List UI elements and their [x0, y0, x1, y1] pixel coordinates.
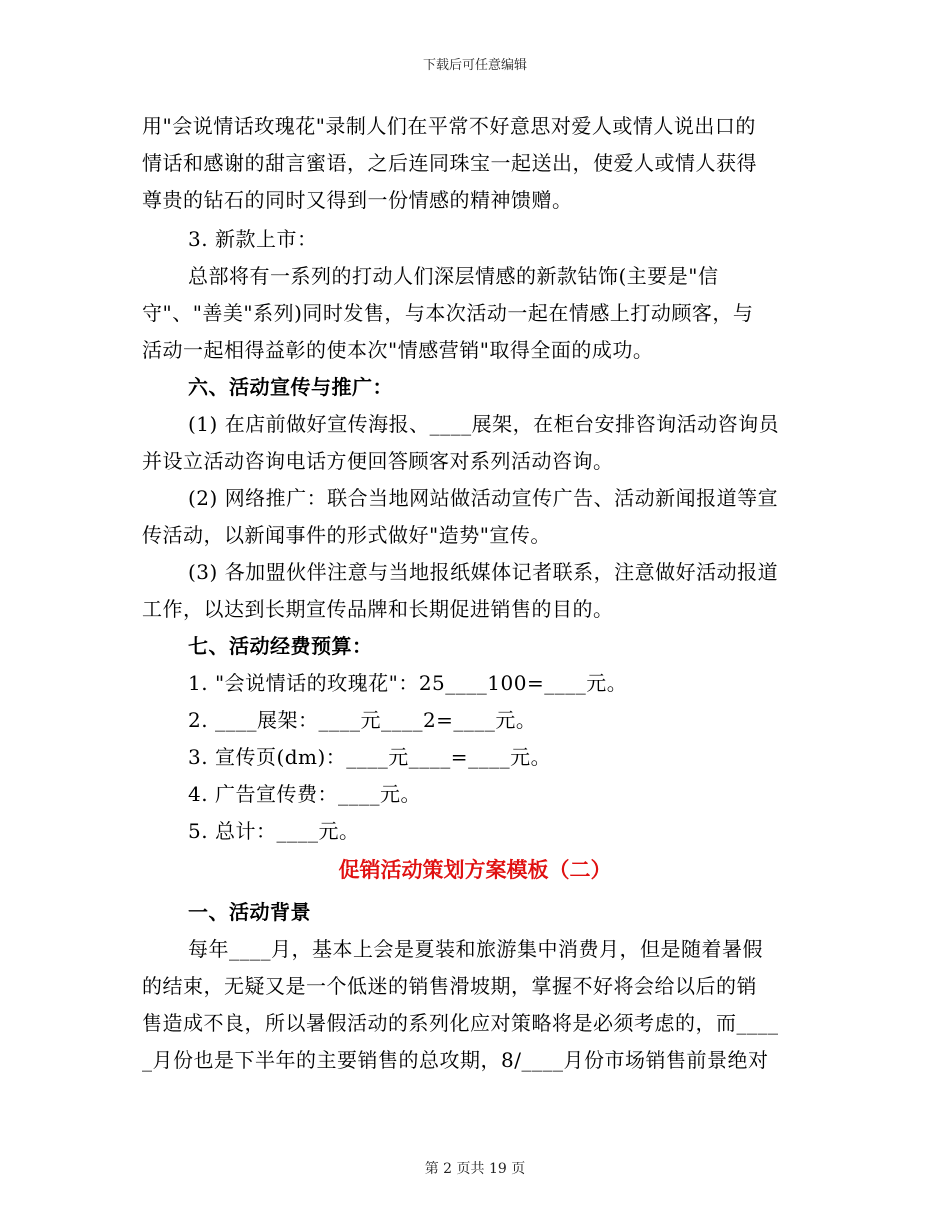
paragraph-line: 传活动，以新闻事件的形式做好"造势"宣传。 — [142, 523, 551, 547]
paragraph-line: 活动一起相得益彰的使本次"情感营销"取得全面的成功。 — [142, 338, 654, 362]
paragraph-line: (3) 各加盟伙伴注意与当地报纸媒体记者联系，注意做好活动报道 — [188, 560, 779, 584]
budget-item: 3. 宣传页(dm)：____元____=____元。 — [188, 745, 552, 769]
budget-item: 5. 总计：____元。 — [188, 819, 360, 843]
page-header: 下载后可任意编辑 — [422, 58, 527, 73]
section-heading: 六、活动宣传与推广： — [188, 375, 393, 399]
budget-item: 2. ____展架：____元____2=____元。 — [188, 708, 537, 732]
paragraph-line: 并设立活动咨询电话方便回答顾客对系列活动咨询。 — [142, 449, 614, 473]
section-heading: 一、活动背景 — [188, 900, 311, 924]
section-heading: 七、活动经费预算： — [188, 634, 373, 658]
paragraph-line: (2) 网络推广：联合当地网站做活动宣传广告、活动新闻报道等宣 — [188, 486, 779, 510]
budget-item: 4. 广告宣传费：____元。 — [188, 782, 421, 806]
budget-item: 1. "会说情话的玫瑰花"：25____100=____元。 — [188, 671, 628, 695]
paragraph-line: (1) 在店前做好宣传海报、____展架，在柜台安排咨询活动咨询员 — [188, 412, 780, 436]
paragraph-line: 每年____月，基本上会是夏装和旅游集中消费月，但是随着暑假 — [188, 937, 763, 961]
paragraph-line: 的结束，无疑又是一个低迷的销售滑坡期，掌握不好将会给以后的销 — [142, 974, 757, 998]
paragraph-line: 用"会说情话玫瑰花"录制人们在平常不好意思对爱人或情人说出口的 — [142, 114, 756, 138]
paragraph-line: 尊贵的钻石的同时又得到一份情感的精神馈赠。 — [142, 188, 573, 212]
list-item-heading: 3. 新款上市： — [188, 227, 318, 251]
paragraph-line: _月份也是下半年的主要销售的总攻期，8/____月份市场销售前景绝对 — [142, 1048, 769, 1072]
document-title: 促销活动策划方案模板（二） — [338, 858, 612, 882]
paragraph-line: 情话和感谢的甜言蜜语，之后连同珠宝一起送出，使爱人或情人获得 — [142, 151, 757, 175]
page-footer: 第 2 页共 19 页 — [424, 1161, 526, 1177]
paragraph-line: 守"、"善美"系列)同时发售，与本次活动一起在情感上打动顾客，与 — [142, 301, 754, 325]
paragraph-line: 工作，以达到长期宣传品牌和长期促进销售的目的。 — [142, 597, 614, 621]
paragraph-line: 总部将有一系列的打动人们深层情感的新款钻饰(主要是"信 — [188, 264, 719, 288]
paragraph-line: 售造成不良，所以暑假活动的系列化应对策略将是必须考虑的，而____ — [142, 1011, 779, 1035]
